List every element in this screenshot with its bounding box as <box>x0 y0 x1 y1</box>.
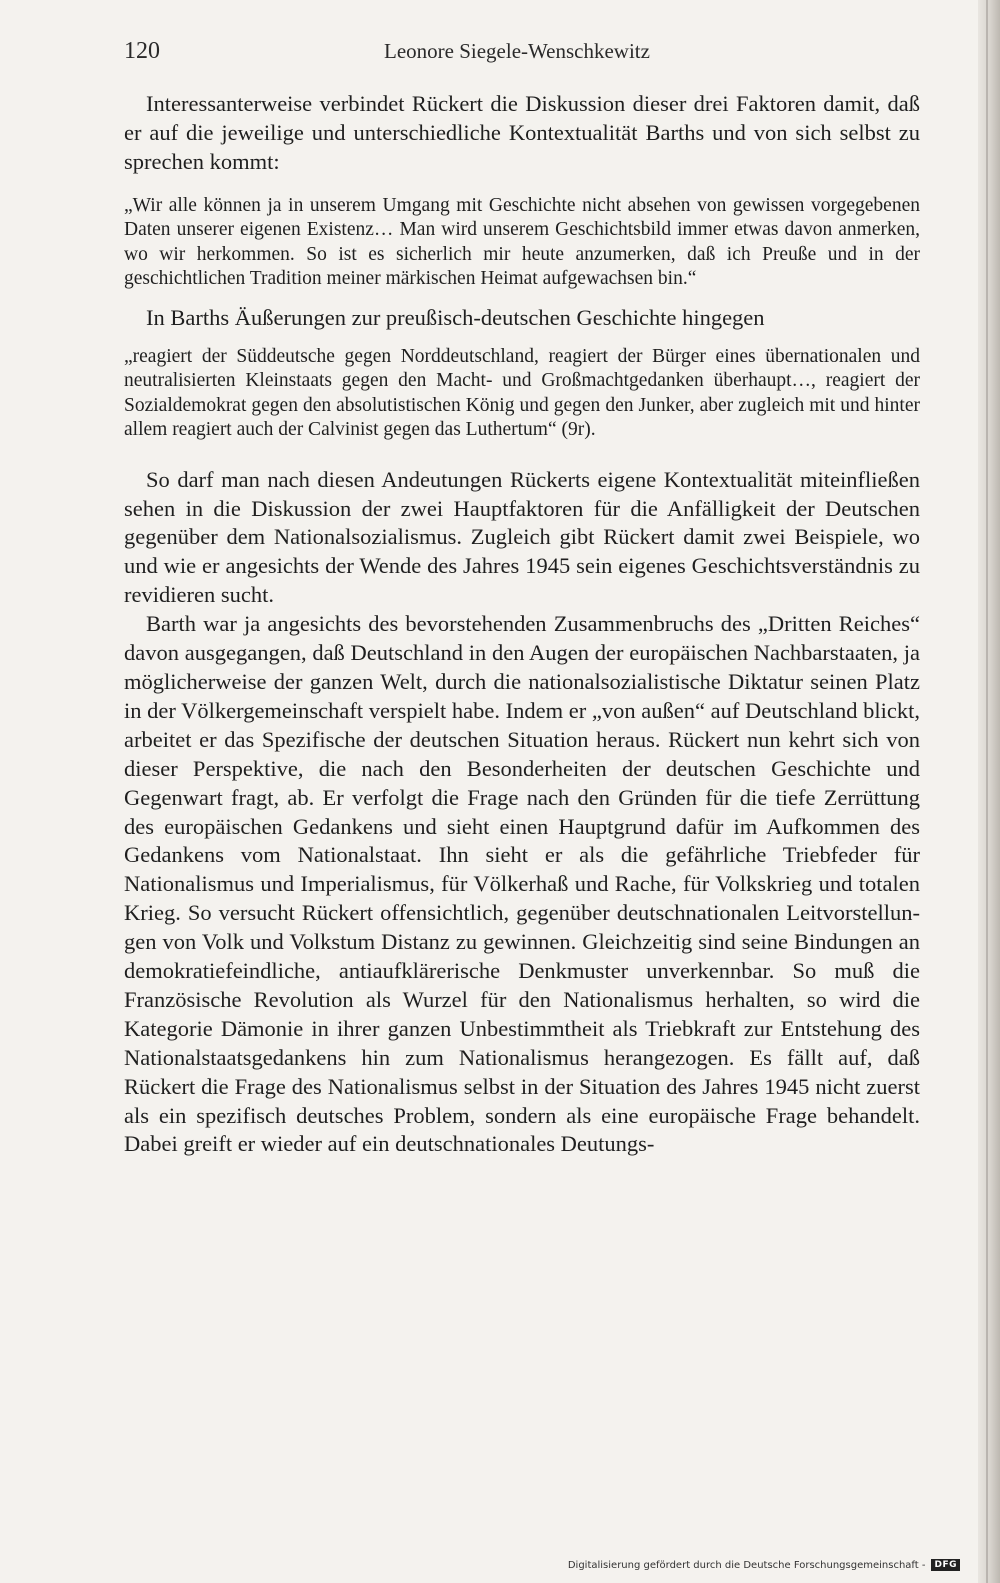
spacer <box>124 177 920 194</box>
page-body <box>124 90 920 1159</box>
block-quote-1: „Wir alle können ja in unserem Umgang mit Geschichte nicht absehen von gewissen vorgegebenen Daten unserer eigenen Existenz… Man wird unserem Geschichtsbild immer etwas davon anmerken, wo wir herkommen. So ist es sicherlich mir heute anzumerken, daß ich Preuße und in der geschichtlichen Tradition meiner märkischen Heimat aufgewachsen bin.“ <box>124 194 920 290</box>
running-head: Leonore Siegele-Wenschkewitz <box>384 39 650 63</box>
book-page <box>124 38 920 1159</box>
spacer <box>124 443 920 466</box>
page-number: 120 <box>124 38 160 64</box>
paragraph-3: So darf man nach diesen Andeutungen Rückerts eigene Kontextualität miteinfließen sehen in die Diskussion der zwei Hauptfaktoren für die Anfälligkeit der Deutschen gegenüber dem Nationalsozialismus. Zugleich gibt Rückert damit zwei Beispiele, wo und wie er angesichts der Wende des Jahres 1945 sein eigenes Geschichtsverständnis zu revidieren sucht. <box>124 466 920 608</box>
paragraph-1: Interessanterweise verbindet Rückert die Diskussion dieser drei Faktoren damit, daß er auf die jeweilige und unterschiedliche Kontextualität Barths und von sich selbst zu sprechen kommt: <box>124 91 920 174</box>
page-header <box>124 38 920 76</box>
digitization-footer <box>568 1559 960 1571</box>
spacer <box>124 333 920 345</box>
footer-text: Digitalisierung gefördert durch die Deutsche Forschungsgemeinschaft - <box>567 1559 926 1571</box>
paragraph-2: In Barths Äußerungen zur preußisch-deutschen Geschichte hingegen <box>146 304 765 330</box>
paragraph-4: Barth war ja angesichts des bevorstehenden Zusammenbruchs des „Dritten Reiches“ davon ausgegangen, daß Deutschland in den Augen der europäischen Nachbarstaaten, ja möglicherweise der ganzen Welt, durch die nationalsozialistische Diktatur seinen Platz in der Völkergemeinschaft verspielt habe. Indem er „von außen“ auf Deutschland blickt, arbeitet er das Spezifische der deutschen Situation heraus. Rückert nun kehrt sich von dieser Perspektive, die nach den Besonderheiten der deutschen Geschichte und Gegenwart fragt, ab. Er verfolgt die Frage nach den Gründen für die tiefe Zerrüttung des europäischen Gedankens und sieht einen Hauptgrund dafür im Aufkommen des Gedankens vom Nationalstaat. Ihn sieht er als die gefährliche Triebfeder für Nationalismus und Imperialismus, für Völkerhaß und Rache, für Volkskrieg und totalen Krieg. So versucht Rückert offensichtlich, gegenüber deutschnationalen Leitvorstellungen von Volk und Volkstum Distanz zu gewinnen. Gleichzeitig sind seine Bindungen an demokratiefeindliche, antiaufklärerische Denkmuster unverkennbar. So muß die Französische Revolution als Wurzel für den Nationalismus herhalten, so wird die Kategorie Dämonie in ihrer ganzen Unbestimmtheit als Triebkraft zur Entstehung des Nationalstaatsgedankens hin zum Nationalismus herangezogen. Es fällt auf, daß Rückert die Frage des Nationalismus selbst in der Situation des Jahres 1945 nicht zuerst als ein spezifisch deutsches Problem, sondern als eine europäische Frage behandelt. Dabei greift er wieder auf ein deutschnationales Deutungs- <box>124 611 920 1157</box>
page-gutter <box>978 0 1000 1583</box>
gutter-edge <box>986 0 988 1583</box>
spacer <box>124 292 920 304</box>
block-quote-2: „reagiert der Süddeutsche gegen Norddeutschland, reagiert der Bürger eines übernationalen und neutralisierten Kleinstaats gegen den Macht- und Großmachtgedanken überhaupt…, reagiert der Sozialdemokrat gegen den absolutistischen König und gegen den Junker, aber zugleich mit und hinter allem reagiert auch der Calvinist gegen das Luthertum“ (9r). <box>124 345 920 441</box>
dfg-logo: DFG <box>931 1559 960 1571</box>
